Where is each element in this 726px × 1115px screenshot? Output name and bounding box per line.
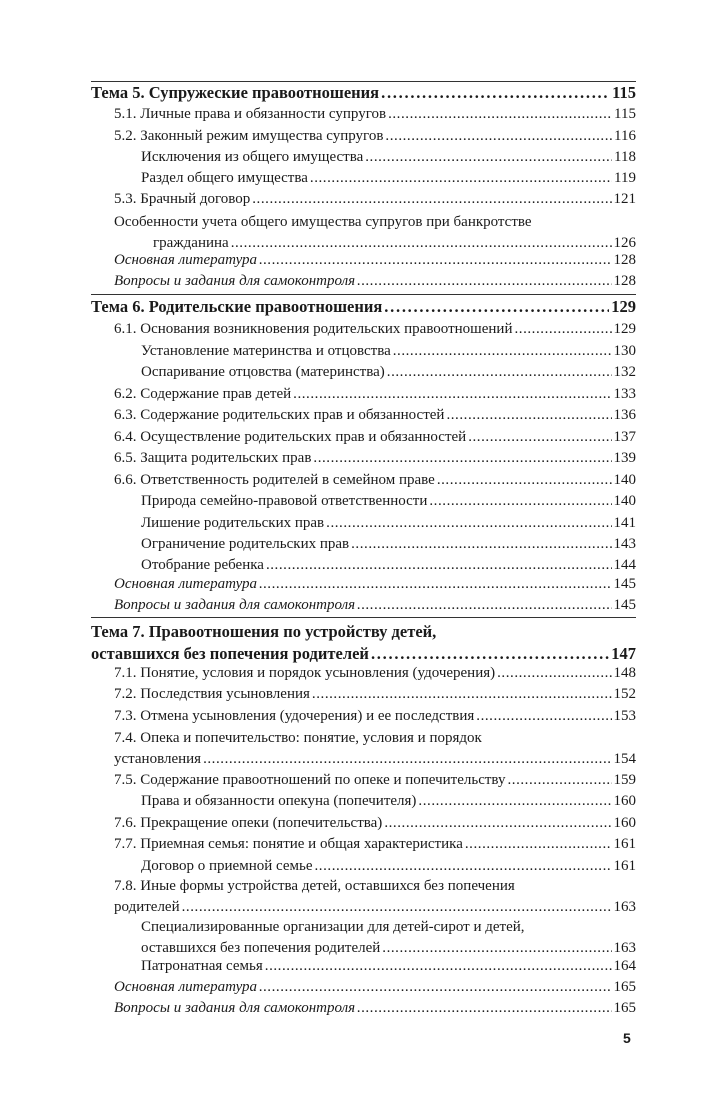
toc-page-number: 116 [614, 128, 636, 144]
dot-leader [252, 190, 611, 209]
toc-page-number: 159 [613, 772, 636, 788]
toc-entry [91, 857, 636, 876]
toc-entry [91, 492, 636, 511]
toc-entry [91, 320, 636, 339]
dot-leader [310, 169, 612, 188]
toc-page-number: 139 [613, 450, 636, 466]
toc-entry [91, 707, 636, 726]
toc-page-number: 154 [613, 751, 636, 767]
toc-entry-title: Отобрание ребенка [141, 557, 264, 573]
toc-entry-title: 6.6. Ответственность родителей в семейном праве [114, 472, 435, 488]
toc-entry-title: 6.3. Содержание родительских прав и обязанностей [114, 407, 445, 423]
dot-leader [265, 957, 612, 976]
dot-leader [371, 643, 609, 665]
dot-leader [465, 835, 612, 854]
toc-page-number: 160 [613, 815, 636, 831]
toc-page-number: 152 [613, 686, 636, 702]
toc-entry-title: 7.5. Содержание правоотношений по опеке и попечительству [114, 772, 506, 788]
toc-reference-entry [91, 575, 636, 594]
toc-entry-title: 5.3. Брачный договор [114, 191, 251, 207]
dot-leader [312, 685, 612, 704]
toc-entry [91, 664, 636, 683]
toc-entry-title: Тема 6. Родительские правоотношения [91, 297, 383, 316]
toc-page-number: 161 [613, 858, 636, 874]
toc-entry-title: Установление материнства и отцовства [141, 343, 391, 359]
toc-page-number: 147 [611, 644, 636, 663]
toc-entry-title: Раздел общего имущества [141, 170, 308, 186]
toc-entry-title: 5.2. Законный режим имущества супругов [114, 128, 384, 144]
toc-entry-title: Основная литература [114, 979, 258, 995]
dot-leader [315, 857, 612, 876]
dot-leader [203, 749, 611, 770]
toc-page-number: 165 [613, 979, 636, 995]
toc-entry [91, 169, 636, 188]
toc-entry-title: установления [114, 751, 202, 767]
toc-page-number: 141 [613, 515, 636, 531]
toc-entry-title: оставшихся без попечения родителей [141, 940, 381, 956]
toc-entry-title: Исключения из общего имущества [141, 149, 364, 165]
dot-leader [382, 938, 611, 959]
toc-entry-title: Вопросы и задания для самоконтроля [114, 597, 356, 613]
dot-leader [259, 978, 611, 997]
toc-page-number: 128 [613, 273, 636, 289]
toc-page-number: 145 [613, 597, 636, 613]
toc-theme-heading [91, 296, 636, 318]
section-divider [91, 617, 636, 618]
toc-entry-title: оставшихся без попечения родителей [91, 644, 369, 663]
dot-leader [514, 320, 611, 339]
toc-entry [91, 148, 636, 167]
dot-leader [357, 596, 611, 615]
toc-entry-title: Вопросы и задания для самоконтроля [114, 1000, 356, 1016]
toc-entry-title: Тема 7. Правоотношения по устройству детей, [91, 622, 437, 641]
toc-entry [91, 105, 636, 124]
toc-page-number: 118 [614, 149, 636, 165]
section-divider [91, 294, 636, 295]
toc-page-number: 115 [612, 83, 636, 102]
toc-entry-title: 6.1. Основания возникновения родительских правоотношений [114, 321, 513, 337]
toc-entry [91, 728, 636, 770]
toc-entry [91, 792, 636, 811]
toc-entry-title: 7.8. Иные формы устройства детей, оставшихся без попечения [114, 878, 515, 894]
dot-leader [351, 535, 611, 554]
toc-entry-title: Лишение родительских прав [141, 515, 325, 531]
dot-leader [388, 105, 612, 124]
toc-entry [91, 127, 636, 146]
toc-page-number: 129 [611, 297, 636, 316]
toc-entry-title: Основная литература [114, 576, 258, 592]
toc-page-number: 132 [613, 364, 636, 380]
toc-page-number: 163 [613, 899, 636, 915]
dot-leader [385, 127, 612, 146]
toc-entry [91, 428, 636, 447]
toc-reference-entry [91, 251, 636, 270]
toc-page-number: 140 [613, 472, 636, 488]
toc-entry-title: 7.6. Прекращение опеки (попечительства) [114, 815, 383, 831]
dot-leader [365, 148, 612, 167]
dot-leader [384, 814, 611, 833]
toc-entry-title: Оспаривание отцовства (материнства) [141, 364, 385, 380]
dot-leader [507, 771, 611, 790]
toc-entry [91, 363, 636, 382]
page-number: 5 [623, 1030, 631, 1046]
dot-leader [259, 251, 611, 270]
toc-page-number: 126 [613, 235, 636, 251]
toc-entry-title: 6.4. Осуществление родительских прав и обязанностей [114, 429, 467, 445]
toc-reference-entry [91, 272, 636, 291]
dot-leader [266, 556, 612, 575]
toc-entry-title: родителей [114, 899, 180, 915]
toc-entry-title: 7.4. Опека и попечительство: понятие, условия и порядок [114, 730, 482, 746]
dot-leader [259, 575, 611, 594]
toc-entry [91, 771, 636, 790]
toc-entry [91, 685, 636, 704]
toc-page-number: 164 [613, 958, 636, 974]
toc-entry [91, 814, 636, 833]
toc-page-number: 130 [613, 343, 636, 359]
toc-page-number: 153 [613, 708, 636, 724]
toc-entry [91, 342, 636, 361]
toc-page-number: 144 [613, 557, 636, 573]
toc-page-number: 160 [613, 793, 636, 809]
toc-page-number: 148 [613, 665, 636, 681]
toc-entry-title: Патронатная семья [141, 958, 263, 974]
dot-leader [476, 707, 611, 726]
toc-entry-title: 7.2. Последствия усыновления [114, 686, 310, 702]
toc-page-number: 140 [613, 493, 636, 509]
toc-entry-title: Особенности учета общего имущества супругов при банкротстве [114, 214, 532, 230]
toc-entry [91, 535, 636, 554]
dot-leader [393, 342, 612, 361]
toc-reference-entry [91, 978, 636, 997]
dot-leader [468, 428, 611, 447]
toc-entry [91, 556, 636, 575]
toc-reference-entry [91, 596, 636, 615]
toc-entry-title: Права и обязанности опекуна (попечителя) [141, 793, 417, 809]
toc-entry-title: Специализированные организации для детей-сирот и детей, [141, 919, 525, 935]
dot-leader [429, 492, 611, 511]
toc-entry [91, 471, 636, 490]
dot-leader [293, 385, 611, 404]
toc-page-number: 121 [613, 191, 636, 207]
toc-entry [91, 514, 636, 533]
toc-entry [91, 917, 636, 959]
toc-page-number: 137 [613, 429, 636, 445]
dot-leader [313, 449, 611, 468]
toc-page-number: 133 [613, 386, 636, 402]
toc-entry-title: Природа семейно-правовой ответственности [141, 493, 428, 509]
toc-entry [91, 385, 636, 404]
toc-entry-title: Вопросы и задания для самоконтроля [114, 273, 356, 289]
toc-entry-title: гражданина [153, 235, 229, 251]
dot-leader [182, 897, 612, 918]
toc-page-number: 136 [613, 407, 636, 423]
dot-leader [326, 514, 611, 533]
toc-page-number: 145 [613, 576, 636, 592]
dot-leader [387, 363, 612, 382]
toc-entry-title: 7.1. Понятие, условия и порядок усыновления (удочерения) [114, 665, 496, 681]
dot-leader [437, 471, 612, 490]
toc-theme-heading [91, 82, 636, 104]
dot-leader [384, 296, 609, 318]
toc-entry-title: Тема 5. Супружеские правоотношения [91, 83, 380, 102]
dot-leader [418, 792, 611, 811]
toc-entry [91, 876, 636, 918]
toc-entry [91, 212, 636, 254]
toc-page-number: 161 [613, 836, 636, 852]
toc-page-number: 163 [613, 940, 636, 956]
toc-theme-heading [91, 621, 636, 665]
dot-leader [446, 406, 611, 425]
toc-page-number: 128 [613, 252, 636, 268]
toc-page-number: 119 [614, 170, 636, 186]
toc-entry [91, 190, 636, 209]
dot-leader [357, 272, 611, 291]
toc-entry [91, 449, 636, 468]
toc-entry [91, 406, 636, 425]
toc-entry-title: Ограничение родительских прав [141, 536, 350, 552]
toc-entry-title: Основная литература [114, 252, 258, 268]
toc-page-number: 115 [614, 106, 636, 122]
toc-page-number: 129 [613, 321, 636, 337]
dot-leader [357, 999, 611, 1018]
toc-entry-title: 7.7. Приемная семья: понятие и общая характеристика [114, 836, 463, 852]
toc-entry-title: 5.1. Личные права и обязанности супругов [114, 106, 387, 122]
dot-leader [497, 664, 611, 683]
toc-page-number: 165 [613, 1000, 636, 1016]
toc-entry-title: 6.2. Содержание прав детей [114, 386, 292, 402]
toc-entry-title: Договор о приемной семье [141, 858, 313, 874]
dot-leader [381, 82, 610, 104]
toc-entry-title: 7.3. Отмена усыновления (удочерения) и ее последствия [114, 708, 475, 724]
toc-entry [91, 835, 636, 854]
toc-entry-title: 6.5. Защита родительских прав [114, 450, 312, 466]
toc-page-number: 143 [613, 536, 636, 552]
toc-entry [91, 957, 636, 976]
toc-reference-entry [91, 999, 636, 1018]
